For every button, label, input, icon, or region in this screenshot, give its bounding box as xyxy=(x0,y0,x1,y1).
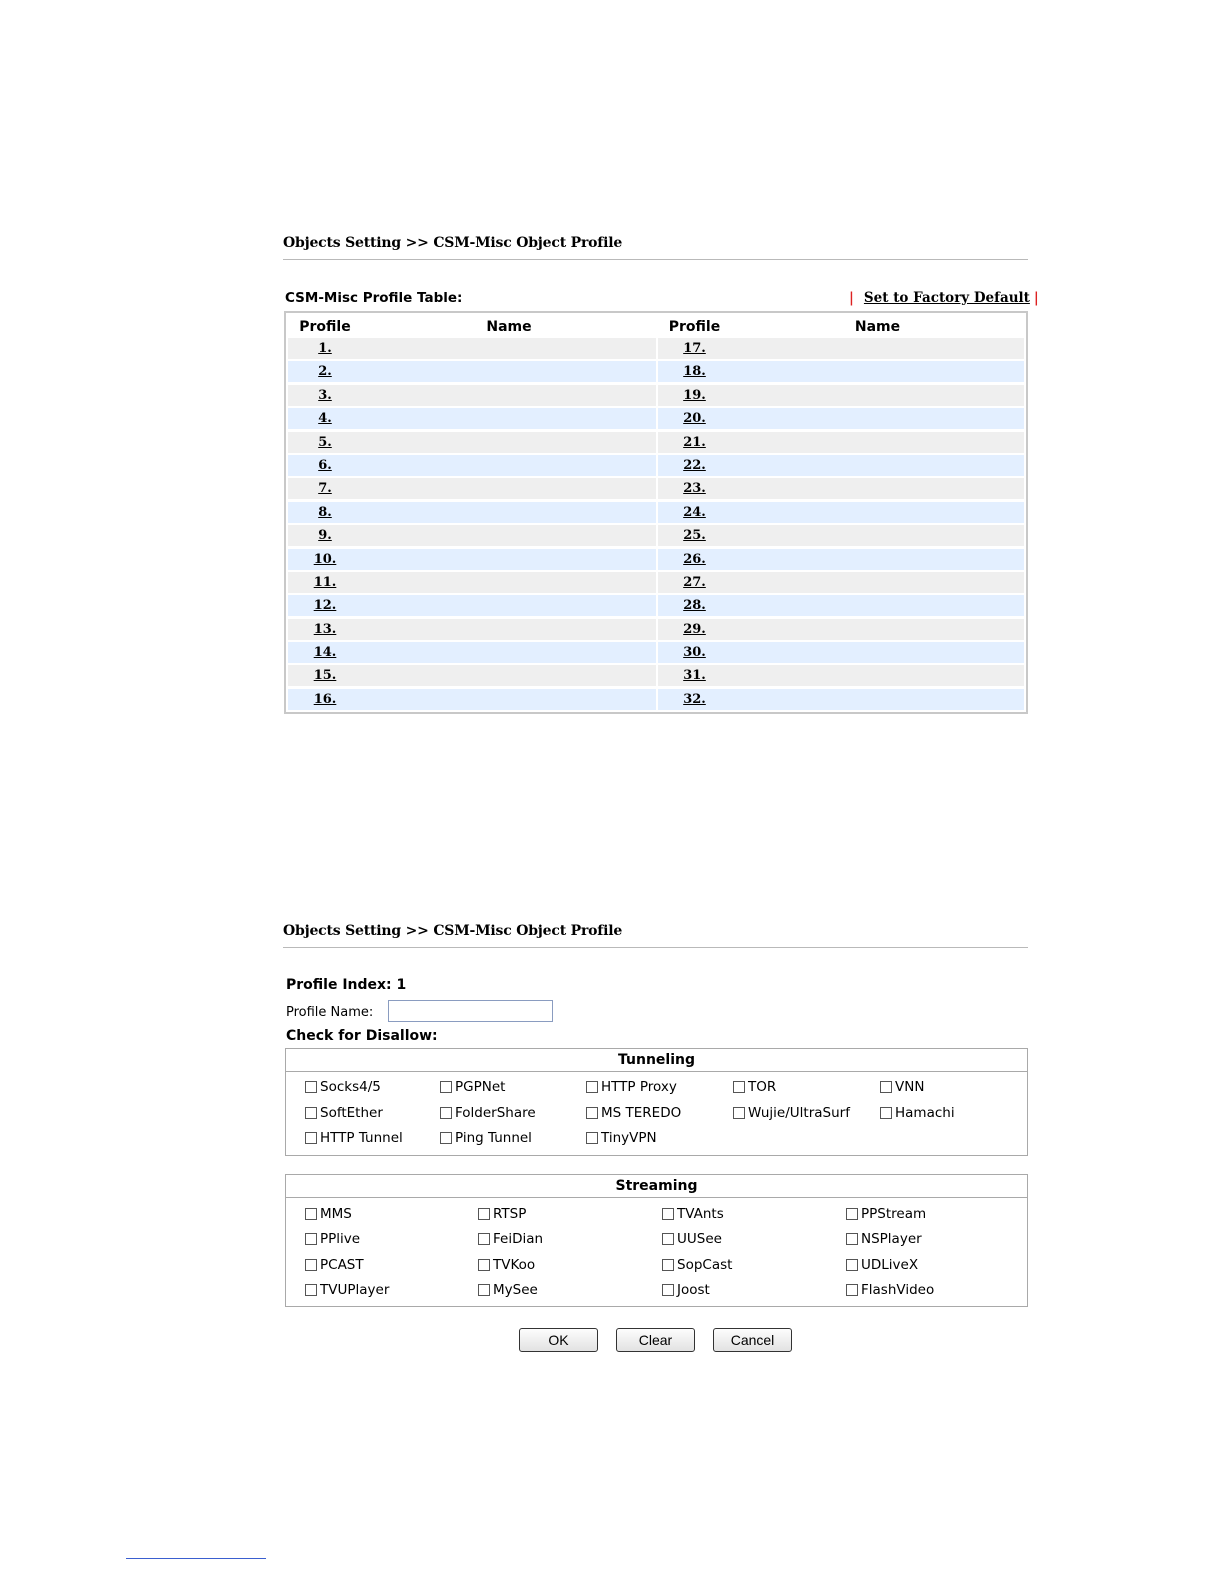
option-label: FeiDian xyxy=(493,1231,544,1247)
checkbox[interactable] xyxy=(662,1284,674,1296)
header-profile-right: Profile xyxy=(668,318,721,335)
option-tvuplayer[interactable] xyxy=(305,1282,389,1298)
option-mysee[interactable] xyxy=(478,1282,538,1298)
profile-number-cell xyxy=(288,385,362,406)
profile-link[interactable]: 5. xyxy=(318,434,332,450)
table-row xyxy=(288,385,1024,406)
option-label: NSPlayer xyxy=(861,1231,922,1247)
option-label: HTTP Proxy xyxy=(601,1079,677,1095)
table-row xyxy=(288,478,1024,499)
profile-link[interactable]: 32. xyxy=(683,691,706,707)
profile-name-cell xyxy=(362,385,656,406)
profile-number-cell xyxy=(288,549,362,570)
option-ms-teredo[interactable] xyxy=(586,1105,681,1121)
profile-name-cell xyxy=(731,432,1024,453)
checkbox[interactable] xyxy=(478,1259,490,1271)
profile-name-cell xyxy=(362,455,656,476)
checkbox[interactable] xyxy=(305,1233,317,1245)
option-label: SoftEther xyxy=(320,1105,383,1121)
option-mms[interactable] xyxy=(305,1206,352,1222)
option-softether[interactable] xyxy=(305,1105,383,1121)
option-http-tunnel[interactable] xyxy=(305,1130,403,1146)
checkbox[interactable] xyxy=(440,1081,452,1093)
option-foldershare[interactable] xyxy=(440,1105,536,1121)
profile-number-cell xyxy=(288,572,362,593)
table-row xyxy=(288,361,1024,382)
option-label: UDLiveX xyxy=(861,1257,919,1273)
streaming-title: Streaming xyxy=(286,1175,1027,1198)
option-label: HTTP Tunnel xyxy=(320,1130,403,1146)
option-socks4-5[interactable] xyxy=(305,1079,381,1095)
profile-name-cell xyxy=(731,595,1024,616)
profile-link[interactable]: 7. xyxy=(318,481,332,497)
checkbox[interactable] xyxy=(440,1107,452,1119)
profile-number-cell xyxy=(658,385,731,406)
checkbox[interactable] xyxy=(846,1259,858,1271)
option-label: MMS xyxy=(320,1206,352,1222)
option-label: Joost xyxy=(677,1282,710,1298)
separator-right: | xyxy=(1033,290,1039,306)
checkbox[interactable] xyxy=(733,1107,745,1119)
option-tvkoo[interactable] xyxy=(478,1257,535,1273)
checkbox[interactable] xyxy=(305,1284,317,1296)
profile-link[interactable]: 1. xyxy=(318,341,332,356)
checkbox[interactable] xyxy=(305,1208,317,1220)
option-label: PPStream xyxy=(861,1206,927,1222)
header-profile-left: Profile xyxy=(299,318,351,335)
profile-name-cell xyxy=(362,619,656,640)
profile-link[interactable]: 14. xyxy=(313,645,337,661)
checkbox[interactable] xyxy=(846,1284,858,1296)
option-label: FlashVideo xyxy=(861,1282,935,1298)
checkbox[interactable] xyxy=(662,1233,674,1245)
profile-number-cell xyxy=(288,408,362,429)
table-row xyxy=(288,689,1024,710)
table-body xyxy=(288,338,1024,710)
checkbox[interactable] xyxy=(478,1284,490,1296)
profile-name-cell xyxy=(731,689,1024,710)
profile-link[interactable]: 6. xyxy=(318,457,332,473)
option-sopcast[interactable] xyxy=(662,1257,732,1273)
option-label: PGPNet xyxy=(455,1079,506,1095)
set-to-factory-default-link[interactable]: Set to Factory Default xyxy=(863,290,1030,306)
option-label: VNN xyxy=(895,1079,925,1095)
checkbox[interactable] xyxy=(305,1132,317,1144)
profile-link[interactable]: 29. xyxy=(683,621,706,637)
option-label: FolderShare xyxy=(455,1105,536,1121)
profile-name-cell xyxy=(731,361,1024,382)
option-label: TVKoo xyxy=(493,1257,536,1273)
checkbox[interactable] xyxy=(846,1208,858,1220)
tunneling-group xyxy=(285,1048,1028,1156)
clear-button[interactable]: Clear xyxy=(616,1328,695,1352)
profile-link[interactable]: 23. xyxy=(683,481,706,497)
profile-name-cell xyxy=(731,549,1024,570)
option-udlivex[interactable] xyxy=(846,1257,918,1273)
profile-name-cell xyxy=(731,408,1024,429)
checkbox[interactable] xyxy=(305,1081,317,1093)
profile-link[interactable]: 27. xyxy=(683,574,706,590)
profile-name-cell xyxy=(731,385,1024,406)
profile-number-cell xyxy=(288,665,362,686)
checkbox[interactable] xyxy=(880,1107,892,1119)
option-feidian[interactable] xyxy=(478,1231,543,1247)
profile-number-cell xyxy=(288,432,362,453)
profile-index-label: Profile Index: 1 xyxy=(286,977,407,993)
checkbox[interactable] xyxy=(846,1233,858,1245)
table-row xyxy=(288,502,1024,523)
option-label: RTSP xyxy=(493,1206,527,1222)
profile-number-cell xyxy=(288,338,362,359)
profile-link[interactable]: 28. xyxy=(683,598,706,614)
option-label: UUSee xyxy=(677,1231,722,1247)
profile-number-cell xyxy=(658,408,731,429)
table-row xyxy=(288,619,1024,640)
edit-breadcrumb-text: Objects Setting >> CSM-Misc Object Profile xyxy=(283,923,623,939)
profile-number-cell xyxy=(288,642,362,663)
option-label: PPlive xyxy=(320,1231,361,1247)
profile-name-cell xyxy=(731,338,1024,359)
option-tor[interactable] xyxy=(733,1079,776,1095)
checkbox[interactable] xyxy=(478,1233,490,1245)
option-hamachi[interactable] xyxy=(880,1105,955,1121)
profile-link[interactable]: 9. xyxy=(318,528,332,544)
breadcrumb-divider xyxy=(283,947,1028,948)
profile-name-cell xyxy=(362,432,656,453)
option-pplive[interactable] xyxy=(305,1231,360,1247)
breadcrumb-divider xyxy=(283,259,1028,260)
separator-left: | xyxy=(849,290,854,306)
profile-name-label: Profile Name: xyxy=(286,1005,374,1020)
option-label: Ping Tunnel xyxy=(455,1130,532,1146)
option-pgpnet[interactable] xyxy=(440,1079,505,1095)
profile-number-cell xyxy=(658,689,731,710)
option-flashvideo[interactable] xyxy=(846,1282,934,1298)
profile-name-cell xyxy=(731,572,1024,593)
profile-number-cell xyxy=(658,619,731,640)
profile-number-cell xyxy=(658,665,731,686)
profile-number-cell xyxy=(658,455,731,476)
profile-link[interactable]: 11. xyxy=(313,574,337,590)
profile-link[interactable]: 10. xyxy=(313,551,337,567)
profile-name-cell xyxy=(362,595,656,616)
profile-number-cell xyxy=(288,455,362,476)
profile-name-cell xyxy=(362,549,656,570)
option-label: TOR xyxy=(748,1079,777,1095)
header-name-left: Name xyxy=(486,318,532,335)
profile-link[interactable]: 21. xyxy=(683,434,706,450)
profile-number-cell xyxy=(288,502,362,523)
profile-name-cell xyxy=(731,665,1024,686)
profile-number-cell xyxy=(658,338,731,359)
profile-name-cell xyxy=(731,455,1024,476)
table-row xyxy=(288,595,1024,616)
profile-link[interactable]: 13. xyxy=(313,621,337,637)
profile-number-cell xyxy=(288,525,362,546)
profile-link[interactable]: 17. xyxy=(683,341,706,356)
profile-link[interactable]: 20. xyxy=(683,411,706,427)
profile-number-cell xyxy=(658,572,731,593)
profile-name-cell xyxy=(362,642,656,663)
table-row xyxy=(288,549,1024,570)
profile-link[interactable]: 18. xyxy=(683,364,706,380)
profile-link[interactable]: 30. xyxy=(683,645,706,661)
option-tvants[interactable] xyxy=(662,1206,724,1222)
factory-default-group xyxy=(849,290,1039,306)
profile-name-cell xyxy=(362,478,656,499)
option-http-proxy[interactable] xyxy=(586,1079,677,1095)
option-tinyvpn[interactable] xyxy=(586,1130,657,1146)
profile-number-cell xyxy=(658,642,731,663)
profile-link[interactable]: 22. xyxy=(683,457,706,473)
checkbox[interactable] xyxy=(662,1208,674,1220)
option-nsplayer[interactable] xyxy=(846,1231,922,1247)
profile-name-cell xyxy=(362,665,656,686)
option-label: MySee xyxy=(493,1282,538,1298)
option-label: Wujie/UltraSurf xyxy=(748,1105,850,1121)
profile-link[interactable]: 4. xyxy=(318,411,332,427)
option-label: TVUPlayer xyxy=(320,1282,390,1298)
option-label: Hamachi xyxy=(895,1105,955,1121)
option-pcast[interactable] xyxy=(305,1257,364,1273)
profile-name-cell xyxy=(731,525,1024,546)
option-joost[interactable] xyxy=(662,1282,710,1298)
profile-link[interactable]: 31. xyxy=(683,668,706,684)
checkbox[interactable] xyxy=(586,1107,598,1119)
profile-name-cell xyxy=(362,502,656,523)
checkbox[interactable] xyxy=(662,1259,674,1271)
profile-name-cell xyxy=(362,408,656,429)
profile-number-cell xyxy=(288,478,362,499)
profile-name-cell xyxy=(731,502,1024,523)
profile-table-title: CSM-Misc Profile Table: xyxy=(285,290,463,306)
footnote-rule xyxy=(126,1558,266,1559)
cancel-button[interactable]: Cancel xyxy=(713,1328,792,1352)
profile-name-cell xyxy=(362,338,656,359)
profile-name-cell xyxy=(362,361,656,382)
profile-link[interactable]: 26. xyxy=(683,551,706,567)
list-breadcrumb xyxy=(283,235,1028,251)
profile-link[interactable]: 12. xyxy=(313,598,337,614)
profile-name-cell xyxy=(362,525,656,546)
checkbox[interactable] xyxy=(586,1081,598,1093)
profile-number-cell xyxy=(658,502,731,523)
table-row xyxy=(288,572,1024,593)
table-row xyxy=(288,408,1024,429)
profile-number-cell xyxy=(288,619,362,640)
option-label: TinyVPN xyxy=(601,1130,657,1146)
profile-link[interactable]: 2. xyxy=(318,364,332,380)
option-label: PCAST xyxy=(320,1257,364,1273)
profile-name-cell xyxy=(731,619,1024,640)
table-row xyxy=(288,455,1024,476)
profile-name-input[interactable] xyxy=(388,1000,553,1022)
ok-button[interactable]: OK xyxy=(519,1328,598,1352)
profile-name-cell xyxy=(362,572,656,593)
tunneling-title: Tunneling xyxy=(286,1049,1027,1072)
profile-link[interactable]: 16. xyxy=(313,691,337,707)
streaming-group xyxy=(285,1174,1028,1307)
profile-number-cell xyxy=(658,478,731,499)
checkbox[interactable] xyxy=(305,1107,317,1119)
profile-link[interactable]: 25. xyxy=(683,528,706,544)
profile-link[interactable]: 24. xyxy=(683,504,706,520)
option-label: Socks4/5 xyxy=(320,1079,381,1095)
option-rtsp[interactable] xyxy=(478,1206,526,1222)
option-label: TVAnts xyxy=(677,1206,724,1222)
profile-number-cell xyxy=(658,361,731,382)
checkbox[interactable] xyxy=(880,1081,892,1093)
header-name-right: Name xyxy=(854,318,901,335)
checkbox[interactable] xyxy=(305,1259,317,1271)
option-ppstream[interactable] xyxy=(846,1206,926,1222)
table-row xyxy=(288,338,1024,359)
option-vnn[interactable] xyxy=(880,1079,924,1095)
profile-link[interactable]: 19. xyxy=(683,387,706,403)
checkbox[interactable] xyxy=(586,1132,598,1144)
checkbox[interactable] xyxy=(440,1132,452,1144)
profile-name-cell xyxy=(362,689,656,710)
profile-name-cell xyxy=(731,478,1024,499)
option-ping-tunnel[interactable] xyxy=(440,1130,532,1146)
profile-number-cell xyxy=(658,432,731,453)
option-label: MS TEREDO xyxy=(601,1105,682,1121)
profile-number-cell xyxy=(288,595,362,616)
profile-number-cell xyxy=(288,361,362,382)
table-row xyxy=(288,665,1024,686)
table-header-row xyxy=(288,315,1024,338)
table-row xyxy=(288,642,1024,663)
profile-link[interactable]: 3. xyxy=(318,387,332,403)
check-for-disallow-label: Check for Disallow: xyxy=(286,1028,438,1044)
profile-number-cell xyxy=(658,549,731,570)
edit-breadcrumb xyxy=(283,923,1028,939)
checkbox[interactable] xyxy=(478,1208,490,1220)
profile-link[interactable]: 8. xyxy=(318,504,332,520)
option-uusee[interactable] xyxy=(662,1231,722,1247)
option-label: SopCast xyxy=(677,1257,733,1273)
profile-table xyxy=(284,311,1028,714)
checkbox[interactable] xyxy=(733,1081,745,1093)
profile-link[interactable]: 15. xyxy=(313,668,337,684)
table-row xyxy=(288,432,1024,453)
profile-number-cell xyxy=(288,689,362,710)
profile-name-cell xyxy=(731,642,1024,663)
profile-number-cell xyxy=(658,525,731,546)
profile-number-cell xyxy=(658,595,731,616)
table-row xyxy=(288,525,1024,546)
list-breadcrumb-text: Objects Setting >> CSM-Misc Object Profile xyxy=(283,235,623,251)
option-wujie-ultrasurf[interactable] xyxy=(733,1105,850,1121)
